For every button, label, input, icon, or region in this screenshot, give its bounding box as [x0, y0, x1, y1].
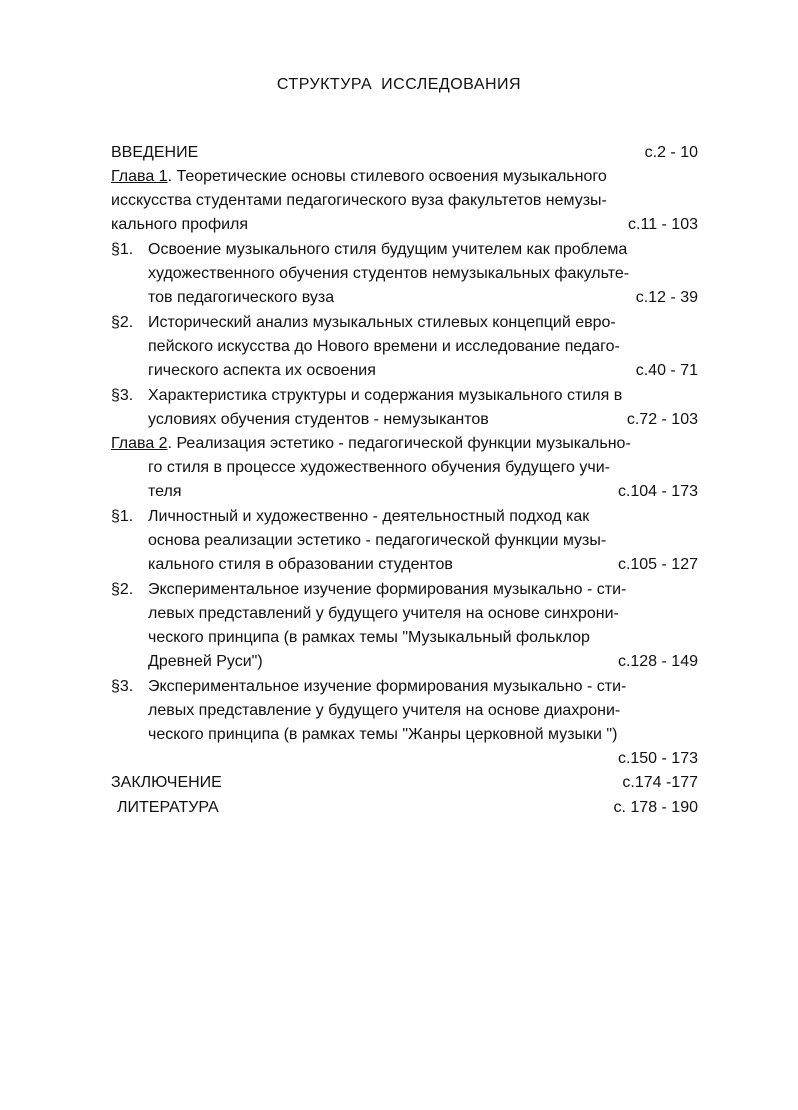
toc-page-ref: с.12 - 39: [635, 289, 698, 306]
toc-entry-intro: [111, 142, 698, 164]
chapter-title-line: кального профиля: [111, 216, 249, 233]
toc-page-ref: с.2 - 10: [644, 144, 698, 161]
section-line: ческого принципа (в рамках темы "Музыкальный фольклор: [148, 629, 590, 646]
section-marker: §3.: [111, 678, 134, 695]
toc-page-ref: с.40 - 71: [635, 362, 698, 379]
chapter-title-line: Реализация эстетико - педагогической функции музыкально-: [176, 435, 631, 452]
section-marker: §2.: [111, 581, 134, 598]
section-line-last: [148, 360, 698, 382]
section-line-text: гического аспекта их освоения: [148, 362, 376, 379]
chapter-title-line: Теоретические основы стилевого освоения музыкального: [176, 168, 607, 185]
toc-entry-literature: [111, 797, 698, 819]
section-line: Экспериментальное изучение формирования музыкально - сти-: [148, 678, 627, 695]
toc-entry-chapter-2-end: [148, 481, 698, 503]
page-title: СТРУКТУРА ИССЛЕДОВАНИЯ: [276, 76, 522, 93]
section-line-text: Древней Руси"): [148, 653, 263, 670]
toc-entry-conclusion: [111, 772, 698, 794]
section-line-text: условиях обучения студентов - немузыкантов: [148, 411, 489, 428]
section-line-text: кального стиля в образовании студентов: [148, 556, 453, 573]
section-line-last: [148, 409, 698, 431]
toc-entry-chapter-2: Глава 2. Реализация эстетико - педагогической функции музыкально-: [111, 435, 631, 452]
section-line: левых представление у будущего учителя на основе диахрони-: [148, 702, 621, 719]
section-line: пейского искусства до Нового времени и исследование педаго-: [148, 338, 620, 355]
chapter-title-line: исскусства студентами педагогического вуза факультетов немузы-: [111, 192, 607, 209]
section-line: Освоение музыкального стиля будущим учителем как проблема: [148, 241, 628, 258]
section-line: Характеристика структуры и содержания музыкального стиля в: [148, 387, 623, 404]
section-marker: §1.: [111, 508, 134, 525]
section-marker: §2.: [111, 314, 134, 331]
section-line: художественного обучения студентов немузыкальных факульте-: [148, 265, 630, 282]
section-line: ческого принципа (в рамках темы "Жанры церковной музыки "): [148, 726, 618, 743]
section-line: основа реализации эстетико - педагогической функции музы-: [148, 532, 607, 549]
toc-page-ref: с.104 - 173: [617, 483, 698, 500]
toc-page-ref: с.174 -177: [622, 774, 698, 791]
section-line: левых представлений у будущего учителя на основе синхрони-: [148, 605, 619, 622]
toc-page-ref: с.72 - 103: [626, 411, 698, 428]
toc-label: ВВЕДЕНИЕ: [111, 144, 199, 161]
section-line-last: [148, 554, 698, 576]
section-line: Экспериментальное изучение формирования музыкально - сти-: [148, 581, 627, 598]
section-line-text: тов педагогического вуза: [148, 289, 335, 306]
section-marker: §3.: [111, 387, 134, 404]
toc-entry-chapter-1: Глава 1. Теоретические основы стилевого освоения музыкального: [111, 168, 607, 185]
section-line-last: [148, 287, 698, 309]
section-line: Исторический анализ музыкальных стилевых концепций евро-: [148, 314, 616, 331]
section-line: Личностный и художественно - деятельностный подход как: [148, 508, 590, 525]
section-marker: §1.: [111, 241, 134, 258]
section-line-last: [148, 651, 698, 673]
toc-entry-chapter-1-end: [111, 214, 698, 236]
toc-page-ref: с.105 - 127: [617, 556, 698, 573]
section-line-last: [148, 748, 698, 770]
chapter-label: Глава 2: [111, 435, 168, 452]
toc-page-ref: с.128 - 149: [617, 653, 698, 670]
chapter-title-line: го стиля в процессе художественного обучения будущего учи-: [148, 459, 610, 476]
toc-label: ЗАКЛЮЧЕНИЕ: [111, 774, 222, 791]
chapter-title-line: теля: [148, 483, 182, 500]
chapter-label: Глава 1: [111, 168, 168, 185]
toc-page-ref: с. 178 - 190: [613, 799, 698, 816]
toc-page-ref: с.150 - 173: [617, 750, 698, 767]
toc-label: ЛИТЕРАТУРА: [117, 799, 219, 816]
toc-page-ref: с.11 - 103: [628, 216, 698, 233]
